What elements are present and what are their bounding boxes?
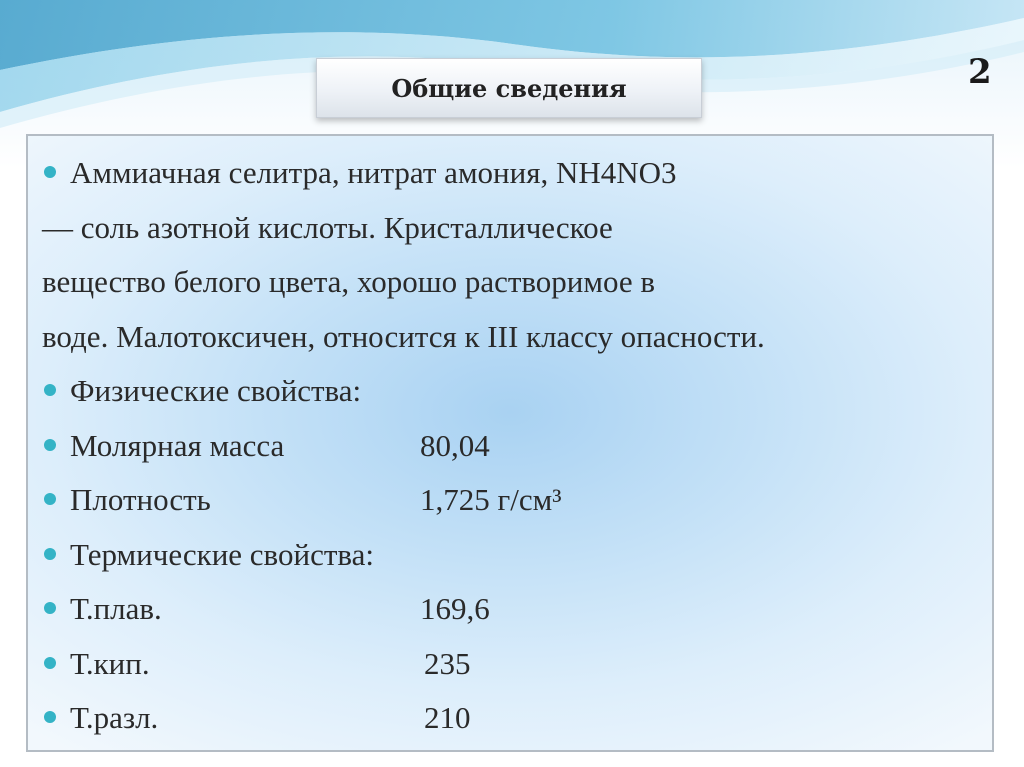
list-item-melting-point — [42, 582, 972, 637]
bullet-icon — [44, 384, 56, 396]
property-value: 210 — [424, 700, 471, 735]
content-box — [26, 134, 994, 752]
property-label: Т.плав. — [70, 591, 162, 626]
property-label: Т.разл. — [70, 700, 159, 735]
bullet-icon — [44, 602, 56, 614]
list-item-physical-heading — [42, 364, 972, 419]
bullet-icon — [44, 493, 56, 505]
intro-line: Аммиачная селитра, нитрат амония, NH4NO3 — [70, 155, 677, 190]
property-label: Молярная масса — [70, 427, 285, 463]
bullet-icon — [44, 548, 56, 560]
list-item-boiling-point — [42, 637, 972, 692]
list-item-thermal-heading — [42, 528, 972, 583]
list-item-decomposition-point — [42, 691, 972, 746]
list-item-molar-mass — [42, 419, 972, 474]
property-label: Плотность — [70, 482, 211, 517]
list-item-intro — [42, 146, 972, 364]
bullet-icon — [44, 657, 56, 669]
intro-line: — соль азотной кислоты. Кристаллическое — [42, 209, 613, 245]
property-label: Т.кип. — [70, 645, 150, 681]
property-value: 169,6 — [420, 591, 490, 626]
bullet-list — [42, 146, 972, 746]
title-box — [316, 58, 702, 118]
intro-line: воде. Малотоксичен, относится к III классу опасности. — [42, 318, 765, 354]
property-value: 1,725 г/см³ — [420, 482, 562, 517]
intro-line: вещество белого цвета, хорошо растворимое в — [42, 264, 656, 299]
thermal-heading: Термические свойства: — [70, 536, 374, 572]
list-item-density — [42, 473, 972, 528]
property-value: 80,04 — [420, 427, 490, 463]
bullet-icon — [44, 711, 56, 723]
bullet-icon — [44, 439, 56, 451]
slide-title: Общие сведения — [391, 73, 627, 103]
slide-number: 2 — [968, 52, 992, 92]
bullet-icon — [44, 166, 56, 178]
property-value: 235 — [424, 645, 471, 681]
physical-heading: Физические свойства: — [70, 373, 362, 408]
